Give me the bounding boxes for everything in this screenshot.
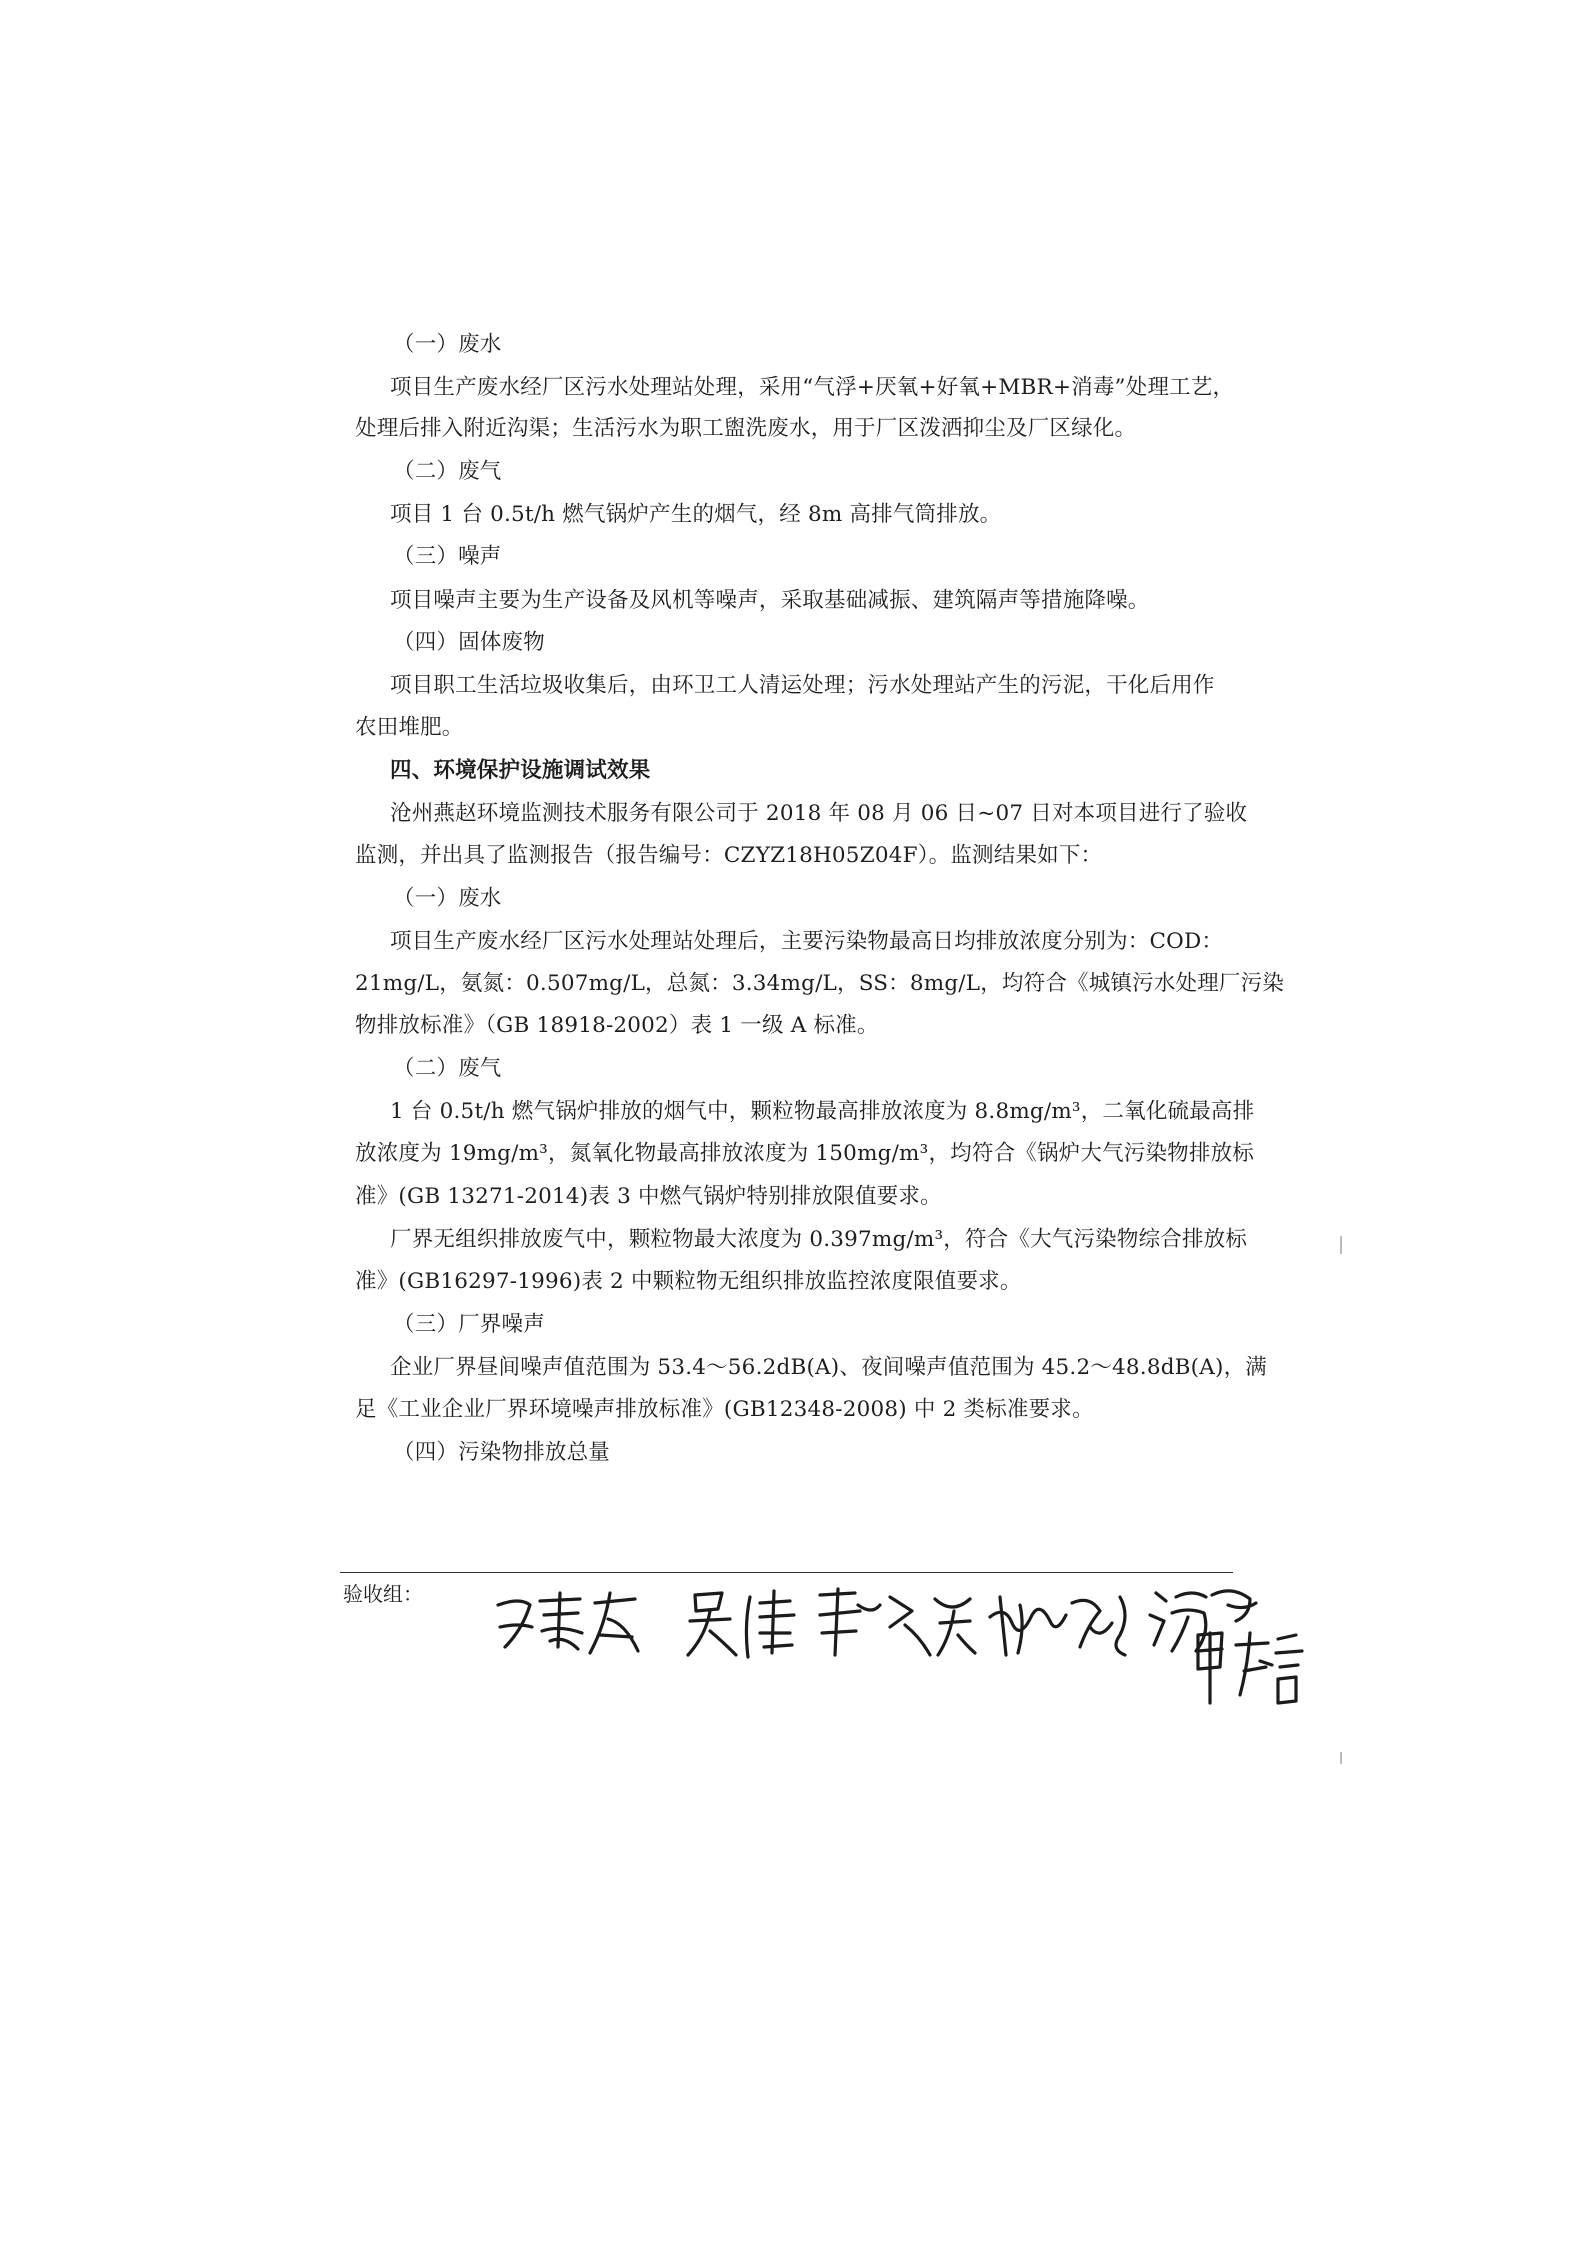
subheading-noise-1: （三）噪声 [393,544,502,569]
signature-divider [340,1572,1233,1573]
paragraph-line: 监测，并出具了监测报告（报告编号：CZYZ18H05Z04F）。监测结果如下： [355,843,1103,868]
paragraph-line: 项目生产废水经厂区污水处理站处理，采用“气浮+厌氧+好氧+MBR+消毒”处理工艺， [390,375,1235,400]
signature-5 [1150,1591,1256,1651]
paragraph-line: 21mg/L，氨氮：0.507mg/L，总氮：3.34mg/L，SS：8mg/L，均符合《城镇污水处理厂污染 [355,971,1285,996]
paragraph-line: 项目噪声主要为生产设备及风机等噪声，采取基础减振、建筑隔声等措施降噪。 [390,588,1150,613]
paragraph-line: 企业厂界昼间噪声值范围为 53.4～56.2dB(A)、夜间噪声值范围为 45.2～48.8dB(A)，满 [390,1355,1267,1380]
paragraph-line: 项目职工生活垃圾收集后，由环卫工人清运处理；污水处理站产生的污泥，干化后用作 [390,673,1215,698]
paragraph-line: 厂界无组织排放废气中，颗粒物最大浓度为 0.397mg/m³，符合《大气污染物综合排放标 [390,1227,1248,1252]
scan-mark [1340,1752,1342,1764]
subheading-exhaust-gas-1: （二）废气 [393,459,502,484]
section-heading-debugging-effect: 四、环境保护设施调试效果 [390,758,651,783]
subheading-exhaust-gas-2: （二）废气 [393,1056,502,1081]
signature-6 [1198,1633,1302,1703]
paragraph-line: 项目 1 台 0.5t/h 燃气锅炉产生的烟气，经 8m 高排气筒排放。 [390,502,1002,527]
paragraph-line: 足《工业企业厂界环境噪声排放标准》(GB12348-2008) 中 2 类标准要求。 [355,1397,1094,1422]
paragraph-line: 物排放标准》（GB 18918-2002）表 1 一级 A 标准。 [355,1013,879,1038]
paragraph-line: 放浓度为 19mg/m³，氮氧化物最高排放浓度为 150mg/m³，均符合《锅炉大气污染物排放标 [355,1141,1254,1166]
signature-4 [990,1597,1125,1655]
paragraph-line: 农田堆肥。 [355,715,464,740]
subheading-boundary-noise: （三）厂界噪声 [393,1312,545,1337]
paragraph-line: 1 台 0.5t/h 燃气锅炉排放的烟气中，颗粒物最高排放浓度为 8.8mg/m³，二氧化硫最高排 [390,1099,1255,1124]
paragraph-line: 准》(GB16297-1996)表 2 中颗粒物无组织排放监控浓度限值要求。 [355,1269,1022,1294]
subheading-solid-waste: （四）固体废物 [393,630,545,655]
paragraph-line: 项目生产废水经厂区污水处理站处理后，主要污染物最高日均排放浓度分别为：COD： [390,929,1224,954]
acceptance-group-label: 验收组： [343,1582,423,1606]
signature-3 [820,1589,975,1655]
paragraph-line: 准》(GB 13271-2014)表 3 中燃气锅炉特别排放限值要求。 [355,1184,942,1209]
subheading-wastewater-1: （一）废水 [393,332,502,357]
paragraph-line: 沧州燕赵环境监测技术服务有限公司于 2018 年 08 月 06 日~07 日对本项目进行了验收 [390,801,1248,826]
paragraph-line: 处理后排入附近沟渠；生活污水为职工盥洗废水，用于厂区泼洒抑尘及厂区绿化。 [355,416,1137,441]
subheading-wastewater-2: （一）废水 [393,886,502,911]
scan-mark [1340,1236,1342,1254]
signature-2 [688,1591,794,1657]
signature-1 [498,1593,638,1653]
handwritten-signatures [460,1575,1340,1715]
subheading-total-emissions: （四）污染物排放总量 [393,1440,611,1465]
